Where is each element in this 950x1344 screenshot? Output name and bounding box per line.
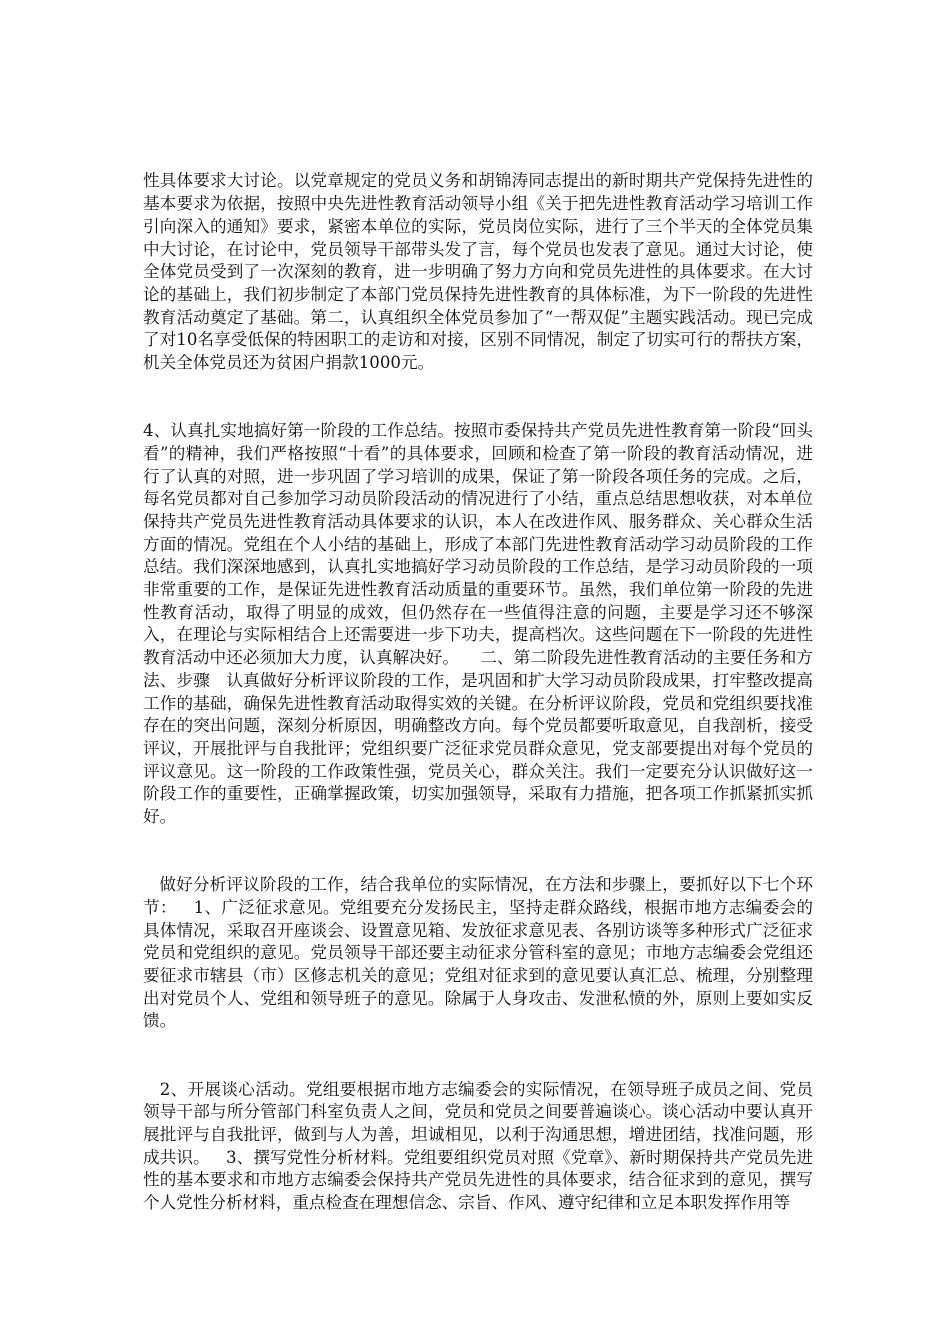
paragraph-summary-and-stage-two: 4、认真扎实地搞好第一阶段的工作总结。按照市委保持共产党员先进性教育第一阶段“回头看”的精神，我们严格按照“十看”的具体要求，回顾和检查了第一阶段的教育活动情况，进行了认真的对照，进一步巩固了学习培训的成果，保证了第一阶段各项任务的完成。之后，每名党员都对自己参加学习动员阶段活动的情况进行了小结，重点总结思想收获，对本单位保持共产党员先进性教育活动具体要求的认识，本人在改进作风、服务群众、关心群众生活方面的情况。党组在个人小结的基础上，形成了本部门先进性教育活动学习动员阶段的工作总结。我们深深地感到，认真扎实地搞好学习动员阶段的工作总结，是学习动员阶段的一项非常重要的工作，是保证先进性教育活动质量的重要环节。虽然，我们单位第一阶段的先进性教育活动，取得了明显的成效，但仍然存在一些值得注意的问题，主要是学习还不够深入，在理论与实际相结合上还需要进一步下功夫，提高档次。这些问题在下一阶段的先进性教育活动中还必须加大力度，认真解决好。 二、第二阶段先进性教育活动的主要任务和方法、步骤 认真做好分析评议阶段的工作，是巩固和扩大学习动员阶段成果，打牢整改提高工作的基础，确保先进性教育活动取得实效的关键。在分析评议阶段，党员和党组织要找准存在的突出问题，深刻分析原因，明确整改方向。每个党员都要听取意见，自我剖析，接受评议，开展批评与自我批评；党组织要广泛征求党员群众意见，党支部要提出对每个党员的评议意见。这一阶段的工作政策性强，党员关心，群众关注。我们一定要充分认识做好这一阶段工作的重要性，正确掌握政策，切实加强领导，采取有力措施，把各项工作抓紧抓实抓好。 (143, 421, 813, 827)
paragraph-seven-steps-opinions: 做好分析评议阶段的工作，结合我单位的实际情况，在方法和步骤上，要抓好以下七个环节： 1、广泛征求意见。党组要充分发扬民主，坚持走群众路线，根据市地方志编委会的具体情况，采取召开座谈会、设置意见箱、发放征求意见表、各别访谈等多种形式广泛征求党员和党组织的意见。党员领导干部还要主动征求分管科室的意见；市地方志编委会党组还要征求市辖县（市）区修志机关的意见；党组对征求到的意见要认真汇总、梳理，分别整理出对党员个人、党组和领导班子的意见。除属于人身攻击、发泄私愤的外，原则上要如实反馈。 (143, 875, 813, 1031)
paragraph-discussion: 性具体要求大讨论。以党章规定的党员义务和胡锦涛同志提出的新时期共产党保持先进性的基本要求为依据，按照中央先进性教育活动领导小组《关于把先进性教育活动学习培训工作引向深入的通知》要求，紧密本单位的实际，党员岗位实际，进行了三个半天的全体党员集中大讨论，在讨论中，党员领导干部带头发了言，每个党员也发表了意见。通过大讨论，使全体党员受到了一次深刻的教育，进一步明确了努力方向和党员先进性的具体要求。在大讨论的基础上，我们初步制定了本部门党员保持先进性教育的具体标准，为下一阶段的先进性教育活动奠定了基础。第二，认真组织全体党员参加了“一帮双促”主题实践活动。现已完成了对10名享受低保的特困职工的走访和对接，区别不同情况，制定了切实可行的帮扶方案，机关全体党员还为贫困户捐款1000元。 (143, 171, 813, 373)
document-body (143, 125, 813, 1260)
paragraph-heart-talks-and-analysis: 2、开展谈心活动。党组要根据市地方志编委会的实际情况，在领导班子成员之间、党员领导干部与所分管部门科室负责人之间，党员和党员之间要普遍谈心。谈心活动中要认真开展批评与自我批评，做到与人为善，坦诚相见，以利于沟通思想，增进团结，找准问题，形成共识。 3、撰写党性分析材料。党组要组织党员对照《党章》、新时期保持共产党员先进性的基本要求和市地方志编委会保持共产党员先进性的具体要求，结合征求到的意见，撰写个人党性分析材料，重点检查在理想信念、宗旨、作风、遵守纪律和立足本职发挥作用等 (143, 1079, 813, 1213)
